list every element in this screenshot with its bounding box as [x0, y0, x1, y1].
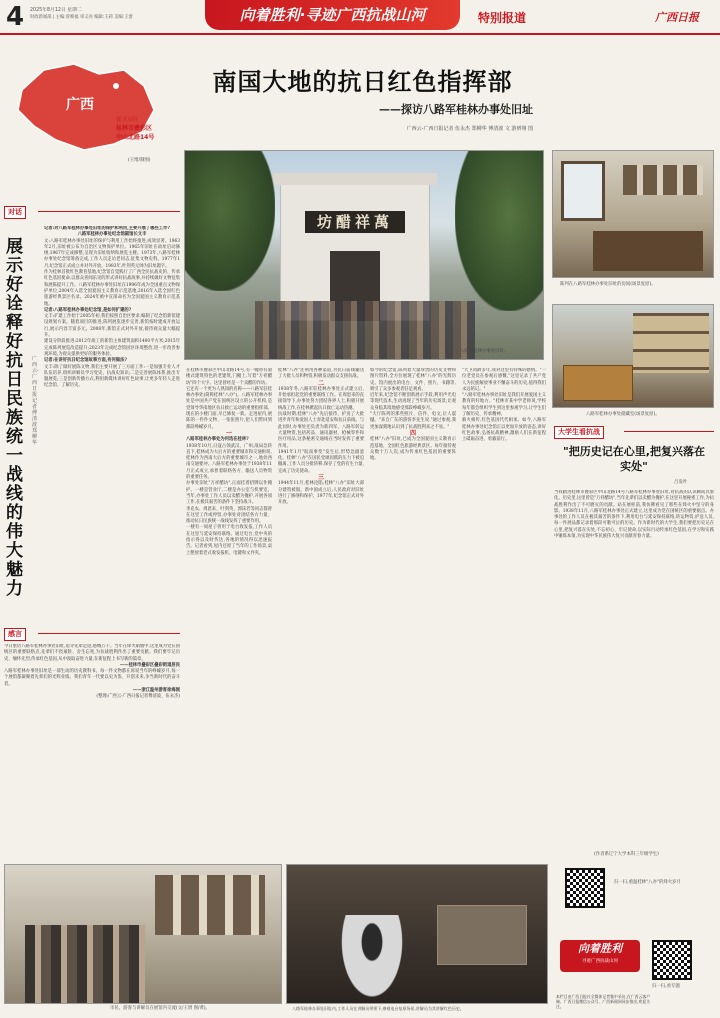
- student-affiliation: (作者系辽宁大学本科三年级学生): [594, 852, 659, 857]
- interview-q3: 记者:在讲好抗日纪念馆故事方面,有何做法?: [44, 358, 127, 364]
- location-pin-icon: [113, 83, 119, 89]
- interview-a1-more: 作为桂林首批红色教育基地,纪念馆自觉践行了广西全民抗战史的、传承红色基因使命,以群众喜闻乐见的形式讲好抗战故事,并持续做好文物征集和展陈提升工作。八路军桂林办事处旧址在1996年成为全国重点文物保护单位,2004年入选全国爱国主义教育示范基地,2016年入选全国红色旅游经典景区名录。2024年被中宣部命名为全国爱国主义教育示范基地。: [44, 270, 180, 307]
- map-place-address: 中山北路14号: [116, 134, 155, 141]
- article-s1: 一: [225, 429, 232, 437]
- article-col-3: [370, 368, 456, 848]
- map-place-label: 探寻点位: [116, 117, 139, 123]
- student-tag: 大学生看抗战: [554, 426, 604, 439]
- article-p2: 它还有一个更为人熟知的名称——八路军驻桂林办事处(简称桂林"八办")。八路军桂林办事处是中国共产党在国统区设立的公开机构,是党领导华南地区抗日救亡运动的重要指挥部。: [186, 386, 272, 411]
- date-line: 2025年8月12日 星期二: [30, 8, 82, 13]
- building-sign: 坊醋祥萬: [305, 211, 405, 233]
- footer-logo-line2: 寻迹广西抗战山河: [582, 959, 618, 964]
- operator-figure: [337, 915, 407, 1004]
- trees-left: [185, 151, 275, 291]
- article-s2: 二: [317, 379, 324, 387]
- headline-block: [180, 62, 545, 132]
- interview-q2: 记者:八路军桂林办事处纪念馆,是如何扩建的?: [44, 307, 132, 313]
- interview-a1-lead: 八路军桂林办事处纪念馆副馆长文丰: [77, 232, 147, 238]
- interview-a3: 文丰:除了做好展陈文物,我们主要开展了三方面工作:一是加强专业人才队伍培养,组织讲解员学习党史、抗战史知识;二是完善展陈体系,推出专题展览;三是创新传播方式,利用新媒体讲好红色故事,让更多年轻人走进纪念馆、了解历史。: [44, 364, 180, 389]
- reflection-rule: [38, 633, 180, 634]
- editor-line: 时政新闻部 | 主编:曾映福 审义亮 编辑:王莉 美编:王蕾: [30, 15, 133, 20]
- student-rule: [624, 431, 714, 432]
- masthead-rule: [0, 33, 720, 35]
- room-photo-1: [552, 150, 714, 278]
- radio-photo: [286, 864, 548, 1004]
- article-p1: 在桂林市叠彩区中山北路14号,有一幢带有骑楼式建筑特色的老建筑,门楣上,写着"万祥醋坊"四个大字。这里曾经是一个卖醋的作坊。: [186, 368, 272, 386]
- map-block: [4, 40, 174, 170]
- reflection-body: [4, 644, 180, 756]
- interview-body: [44, 226, 180, 622]
- footer-logo-line1: 向着胜利: [578, 942, 622, 955]
- article-p11: 1941年1月"皖南事变"发生后,形势急剧恶化。桂林"八办"在国民党顽固派的压力下被迫撤离,工作人员分批转移,保存了党的有生力量,完成了历史使命。: [278, 449, 364, 474]
- student-author: 吕发叶: [674, 480, 688, 485]
- footer-promo: 本栏目由广西日报社全媒体记者集中采访,在广西云客户端、广西日报微信公众号、广西新闻网同步推出,欢迎关注。: [556, 994, 650, 1009]
- map-region-label: 广西: [66, 97, 94, 113]
- building-photo-caption: 八路军桂林办事处旧址。: [460, 349, 509, 354]
- footer-logo: [560, 940, 640, 972]
- student-section: [554, 426, 714, 866]
- article-p8: 桂林"八办"还利用各种渠道,为抗日前线输送了大批人员和物资,积极发动群众支援抗战。: [278, 368, 364, 380]
- article-col-1: [186, 368, 272, 848]
- article-s3: 三: [317, 474, 324, 482]
- article-p7: 一楼有一间屋子曾用于电台收发报,工作人员在这里与延安保持联络。通过电台,党中央的指示得以及时传达,各地的情况得以迅速报告。记者看到,屋内还原了当年的工作场景,桌上摆放着老式收发报机、电键和文件夹。: [186, 525, 272, 556]
- qr-caption-2: 扫一扫,看专题: [652, 984, 680, 989]
- room-photo-1-caption: 陈列在八路军桂林办事处旧址的房间(场景复原)。: [560, 282, 656, 287]
- visitors-crowd: [255, 301, 475, 360]
- article-p15: "大厅陈列的那些照片、信件、电文,让人震撼。"来自广东的游客李先生说,"通过参观,我更加深刻地认识到了抗战胜利来之不易。": [370, 412, 456, 430]
- visitors-photo-caption: 市民、游客与讲解员在展馆内交流(文/王增 图/黄)。: [110, 1006, 210, 1011]
- interview-a1: 文:八路军桂林办事处旧址的保护与利用工作始终推进,成效显著。1963年2月,旧址被公布为自治区文物保护单位。1965年旧址在故址启动修缮,1967年完成修整,呈现为旧址收纳和展览主楼。1973年,八路军桂林办事处纪念馆筹备完成,工作人员走访老同志,征集文物史料。1977年1月,纪念馆正式成立并对外开放。1983年,叶剑英元帅为旧址题字。: [44, 238, 180, 269]
- article-p19: 薪火相传,红色基因代代相承。如今,八路军桂林办事处纪念馆正以更加开放的姿态,讲好红色故事,弘扬抗战精神,激励人们在新征程上砥砺奋进、勇毅前行。: [462, 418, 546, 443]
- article-p9: 1938年冬,八路军驻桂林办事处正式建立后,开始承担起党的重要联络工作。在周恩来的直接领导下,办事处努力团结各界人士,积极开展统战工作,在桂林掀起抗日救亡运动热潮。: [278, 386, 364, 411]
- headline-byline: 广西云-广西日报记者 伍永杰 郑柳华 傅清波 文 游赟翔 图: [406, 126, 533, 132]
- building-roof: [273, 173, 437, 185]
- article-p5: 办事处旧址"万祥醋坊",正面挂着招牌以作掩护。一楼是营业厅,二楼是办公室与机要室。当年,办事处工作人员以卖醋为掩护,开展各项工作,在极其艰苦的条件下坚持战斗。: [186, 481, 272, 506]
- building-photo: [184, 150, 544, 360]
- interview-rule: [38, 211, 180, 212]
- article-p17: "大卫同龄多年,我对这里有特殊的感情。"一位老党员在参观后感慨,"这里记录了共产党人为民族解放事业不懈奋斗的历史,值得我们永远铭记。": [462, 368, 546, 392]
- headline-title: 南国大地的抗日红色指挥部: [212, 68, 513, 96]
- masthead: [0, 0, 720, 36]
- storage-shelf: [633, 313, 709, 373]
- reflection-section: [4, 628, 180, 758]
- interview-section: [4, 206, 180, 626]
- interview-a2-more: 建设分阶段推进:2012年竣工的新馆主体建筑面积1400平方米;2015年完成陈列展览改造提升;2023年完成纪念馆园区环境整治,进一步改善参观环境,为观众提供更好的服务体验。: [44, 339, 180, 357]
- article-p3: 现在的小楼门面,早已修复一新。走进屋内,展陈的一件件文物、一张张照片,把人们带回到那段峥嵘岁月。: [186, 412, 272, 430]
- radio-equipment: [437, 905, 527, 965]
- student-text: 当我踏进桂林市叠彩区中山北路14号八路军桂林办事处旧址,对抗战的认识瞬间具象化。历史里,这里曾是"万祥醋坊",当年先辈们以卖醋为掩护,在这里开展秘密工作,为抗战胜利作出了不可磨灭的贡献。站在展柜前,我仿佛看见了那些在烽火中坚守的身影。1938年11月,八路军桂林办事处正式建立,这里成为党在国统区的重要据点。办事处的工作人员在极其艰苦的条件下,利用电台与延安保持联络,转运物资,护送人员,每一件展品都记录着那段可歌可泣的历史。作为新时代的大学生,我们要把历史记在心里,把复兴落在实处,不忘初心、牢记使命,以实际行动传承红色基因,在学习和实践中锤炼本领,为实现中华民族伟大复兴贡献青春力量。: [554, 490, 714, 540]
- trees-right: [455, 151, 544, 311]
- article-p6: 李克农、周恩来、叶剑英、郭沫若等同志都曾在这里工作或停留,办事处对团结各方力量、推动抗日民族统一战线发挥了重要作用。: [186, 506, 272, 525]
- exhibit-frames: [155, 875, 265, 935]
- headline-subtitle: ——探访八路军桂林办事处旧址: [379, 103, 533, 116]
- reflection-signature: ——桂林市叠彩区叠彩街道居民: [119, 662, 180, 668]
- page-number: 4: [6, 2, 25, 32]
- paper-name: 广西日报: [655, 11, 699, 24]
- article-p12: 1944年11月,桂林沦陷,桂林"八办"旧址大部分建筑被毁。新中国成立后,人民政府对旧址进行了修缮和保护。1977年,纪念馆正式对外开放。: [278, 481, 364, 506]
- article-p13: 如今的纪念馆,陈列着大量珍贵的历史文物和图片资料,全方位展现了桂林"八办"的光辉历史。馆内展出的电台、文件、照片、书籍等,吸引了众多参观者驻足观看。: [370, 368, 456, 392]
- reflection-collator: (整理:广西云-广西日报记者傅清波、伍永杰): [96, 694, 180, 700]
- banner-title: 向着胜利·寻迹广西抗战山河: [239, 6, 426, 24]
- desk: [593, 231, 703, 271]
- reflection-text: 今日重访八路军桂林办事处旧址,追寻先辈足迹,感慨万千。当年在烽火硝烟中,这里成为党在国统区的重要联络点,先辈们不畏艰险、舍生忘死,为抗战胜利作出了重要贡献。我们要牢记历史、缅怀先烈,传承红色基因,从中汲取奋进力量,在新征程上书写新的篇章。: [4, 644, 180, 662]
- article-p16: 桂林"八办"旧址,已成为全国爱国主义教育示范基地、全国红色旅游经典景区。每年接待观众数十万人次,成为传承红色基因的重要阵地。: [370, 437, 456, 462]
- window-frame: [561, 161, 605, 221]
- visitors-photo: [4, 864, 282, 1004]
- interview-a2: 文丰:扩建工作始于2005年初,我们按照自治区要求,编制了纪念馆新馆建设规划方案。随着项目的推进,陈列展览逐步完善,新馆按时建成开放运行,展示内容丰富多元。2008年,新馆正式对外开放,接待观众量大幅提升。: [44, 314, 180, 339]
- article-p14: 近年来,纪念馆不断创新展示手段,利用声光电等现代技术,生动再现了当年的历史场景,让观众身临其境地感受那段峥嵘岁月。: [370, 393, 456, 411]
- article-p10: 抗战时期,桂林"八办"先后接待、护送了大批进步青年和爱国人士奔赴延安和抗日前线。与此同时,办事处还负责为新四军、八路军转运大量物资,包括药品、通讯器材、枪械零件和医疗用品,这条秘密交通线在当时发挥了重要作用。: [278, 412, 364, 449]
- room-photo-2: [552, 304, 714, 408]
- banner: [205, 0, 460, 30]
- storage-crate: [563, 365, 633, 401]
- radio-photo-caption: 八路军桂林办事处旧址内,工作人员在讲解员带领下,参观电台复原场景,讲解员为其讲解红色历史。: [292, 1006, 464, 1011]
- wall-frames: [623, 165, 703, 195]
- reflection-tag: 感言: [4, 628, 26, 641]
- article-s1-lead: 八路军桂林办事处为何选在桂林?: [186, 437, 249, 443]
- student-title: "把历史记在心里,把复兴落在实处": [563, 445, 705, 473]
- interview-tag: 对话: [4, 206, 26, 219]
- room-photo-2-caption: 八路军桂林办事处储藏室(场景复原)。: [586, 412, 660, 417]
- article-col-2: [278, 368, 364, 848]
- qr-caption-1: 扫一扫,重温桂林"八办"的烽火岁月: [614, 880, 681, 885]
- visitor-group: [25, 925, 145, 1004]
- reflection-signature-2: ——浙江温州游客徐海刚: [132, 688, 180, 694]
- interview-guest: 广西云-广西日报记者 傅清波 郑柳华: [32, 356, 39, 446]
- qr-code-2[interactable]: [652, 940, 692, 980]
- map-place-name: 桂林市叠彩区: [116, 125, 153, 132]
- article-p18: "八路军桂林办事处旧址是我们开展爱国主义教育的好地方。"桂林市某中学老师说,学校每年都会组织学生到这里参观学习,让学生们了解历史、传承精神。: [462, 393, 546, 418]
- qr-code-1[interactable]: [565, 868, 605, 908]
- article-col-4: [462, 368, 546, 848]
- reflection-text-2: 八路军桂林办事处旧址是一部生动的历史教科书。每一件文物都在诉说当年的峥嵘岁月,每一个展馆都凝聚着先辈们的光辉业绩。我们青年一代要以史为鉴、开创未来,争当新时代的奋斗者。: [4, 669, 180, 687]
- article-s4: 四: [409, 429, 416, 437]
- interview-title: 展示好诠释好抗日民族统一战线的伟大魅力: [6, 237, 23, 599]
- interview-q1: 记者:对八路军桂林办事处旧址的保护和利用,主要开展了哪些工作?: [44, 226, 170, 231]
- article-p4: 1938年10月,日寇占领武汉、广州,战局急转直下,桂林成为大后方的重要城市和交通枢纽,桂林作为西南大后方的重要城市之一,地处西南交通要冲。八路军桂林办事处于1938年11月正式成立,承担着联络各方、输送人员物资的重要任务。: [186, 443, 272, 481]
- map-credit: (王增/制图): [128, 158, 151, 163]
- special-report-label: 特别报道: [478, 11, 527, 25]
